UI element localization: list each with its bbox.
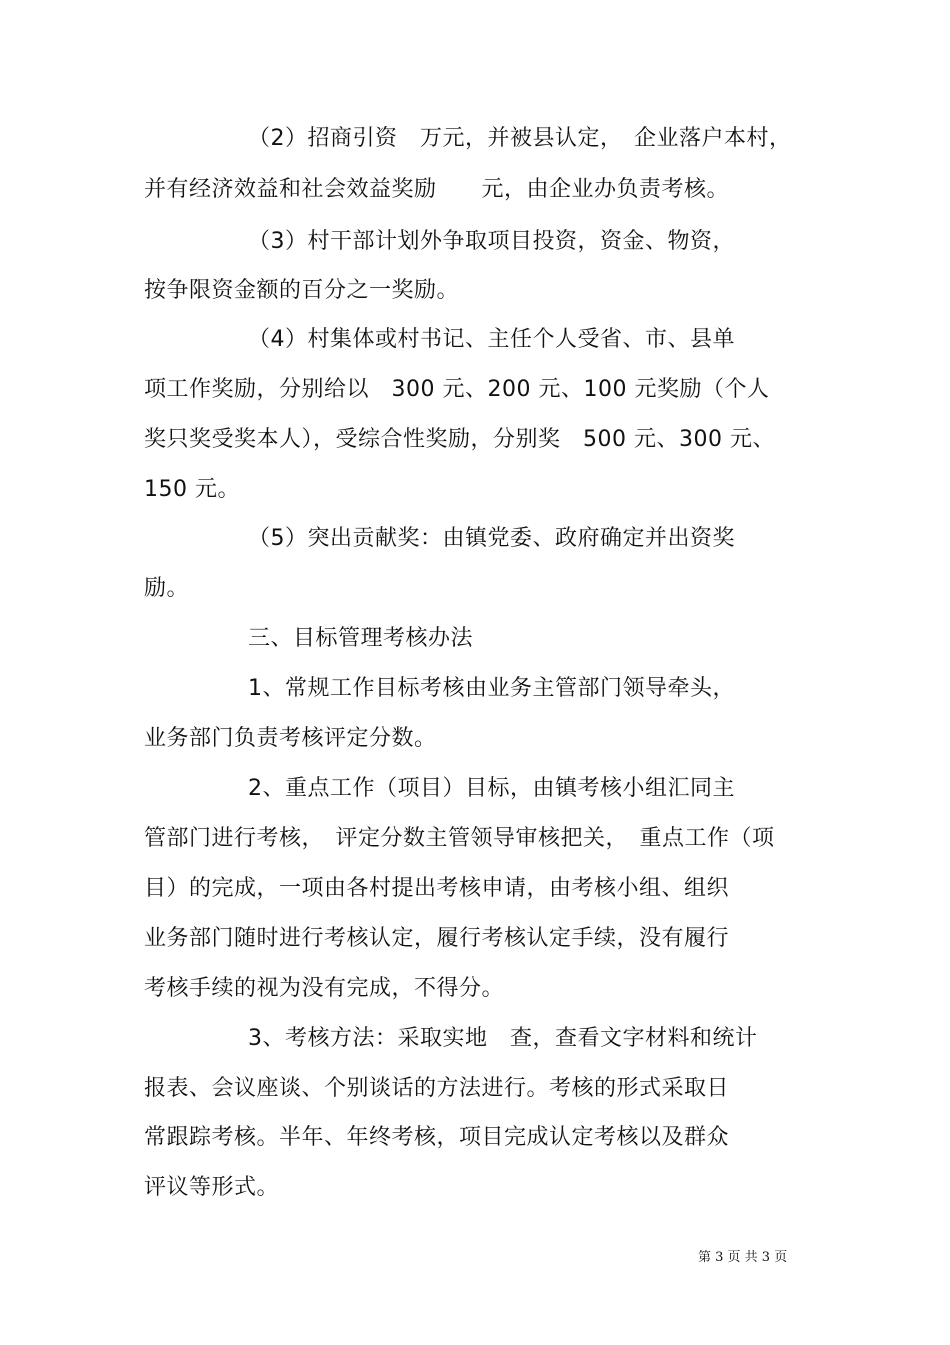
text-line: 项工作奖励，分别给以 300 元、200 元、100 元奖励（个人 <box>144 377 770 402</box>
text-line: 目）的完成，一项由各村提出考核申请，由考核小组、组织 <box>144 876 730 901</box>
text-line: 3、考核方法：采取实地 查，查看文字材料和统计 <box>248 1026 758 1051</box>
text-line: 考核手续的视为没有完成，不得分。 <box>144 976 505 1001</box>
text-line: （4）村集体或村书记、主任个人受省、市、县单 <box>248 327 735 352</box>
text-line: 评议等形式。 <box>144 1175 280 1200</box>
text-line: 1、常规工作目标考核由业务主管部门领导牵头， <box>248 676 735 701</box>
page-footer: 第 3 页 共 3 页 <box>698 1250 788 1265</box>
text-line: 管部门进行考核， 评定分数主管领导审核把关， 重点工作（项 <box>144 826 775 851</box>
text-line: 报表、会议座谈、个别谈话的方法进行。考核的形式采取日 <box>144 1076 730 1101</box>
text-line: 奖只奖受奖本人），受综合性奖励，分别奖 500 元、300 元、 <box>144 427 775 452</box>
text-line: 2、重点工作（项目）目标，由镇考核小组汇同主 <box>248 776 735 801</box>
text-line: 业务部门随时进行考核认定，履行考核认定手续，没有履行 <box>144 926 730 951</box>
text-line: （3）村干部计划外争取项目投资，资金、物资， <box>248 229 735 254</box>
text-line: 常跟踪考核。半年、年终考核，项目完成认定考核以及群众 <box>144 1125 730 1150</box>
text-line: 并有经济效益和社会效益奖励 元，由企业办负责考核。 <box>144 177 730 202</box>
text-line: （2）招商引资 万元，并被县认定， 企业落户本村， <box>248 126 792 151</box>
text-line: 励。 <box>144 576 190 601</box>
text-line: （5）突出贡献奖：由镇党委、政府确定并出资奖 <box>248 526 735 551</box>
text-line: 业务部门负责考核评定分数。 <box>144 726 437 751</box>
section-heading: 三、目标管理考核办法 <box>248 626 474 651</box>
text-line: 按争限资金额的百分之一奖励。 <box>144 278 460 303</box>
text-line: 150 元。 <box>144 477 240 502</box>
